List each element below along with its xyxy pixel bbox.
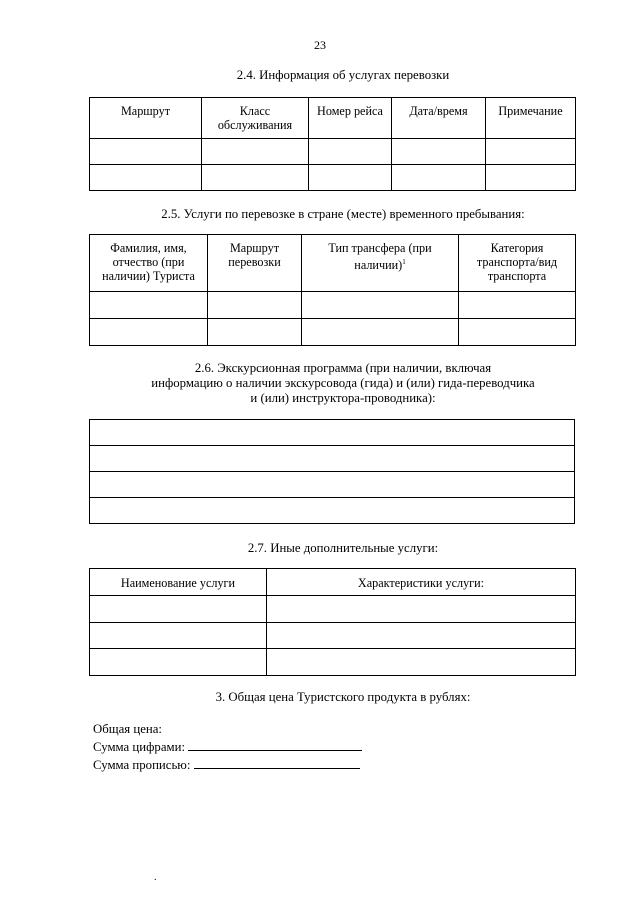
table-row	[90, 446, 575, 472]
header-transfer-type: Тип трансфера (при наличии)$^1$	[302, 235, 459, 292]
total-label: Общая цена:	[93, 722, 162, 736]
table-cell[interactable]	[90, 649, 267, 676]
footnote-mark: 1	[402, 258, 406, 266]
table-row	[90, 165, 576, 191]
table-row	[90, 498, 575, 524]
section-2-6-title: 2.6. Экскурсионная программа (при наличии, включая информацию о наличии экскурсовода (гида) и (или) гида-переводчика и (или) инструктора-проводника):	[151, 361, 535, 405]
table-cell[interactable]	[486, 139, 576, 165]
table-cell[interactable]	[90, 498, 575, 524]
table-cell[interactable]	[392, 139, 486, 165]
page-number: 23	[314, 38, 326, 52]
table-cell[interactable]	[309, 165, 392, 191]
header-note: Примечание	[486, 98, 576, 139]
table-cell[interactable]	[208, 292, 302, 319]
table-cell[interactable]	[90, 165, 202, 191]
table-cell[interactable]	[267, 649, 576, 676]
sum-words-field[interactable]	[194, 756, 360, 769]
sum-words-row: Сумма прописью:	[93, 756, 362, 774]
local-transport-table	[89, 234, 576, 346]
table-row	[90, 420, 575, 446]
table-row	[90, 596, 576, 623]
table-cell[interactable]	[309, 139, 392, 165]
sum-digits-field[interactable]	[188, 738, 362, 751]
header-service-name: Наименование услуги	[90, 569, 267, 596]
table-row	[90, 623, 576, 649]
stray-mark: .	[154, 872, 157, 883]
table-row	[90, 472, 575, 498]
table-row	[90, 139, 576, 165]
header-route: Маршрут	[90, 98, 202, 139]
table-cell[interactable]	[90, 319, 208, 346]
table-cell[interactable]	[302, 319, 459, 346]
header-transport-route: Маршрут перевозки	[208, 235, 302, 292]
table-cell[interactable]	[90, 446, 575, 472]
header-tourist-name: Фамилия, имя, отчество (при наличии) Туриста	[90, 235, 208, 292]
excursion-table	[89, 419, 575, 524]
header-date-time: Дата/время	[392, 98, 486, 139]
table-cell[interactable]	[302, 292, 459, 319]
table-cell[interactable]	[486, 165, 576, 191]
table-cell[interactable]	[459, 319, 576, 346]
table-cell[interactable]	[90, 472, 575, 498]
header-service-characteristics: Характеристики услуги:	[267, 569, 576, 596]
section-3-title: 3. Общая цена Туристского продукта в рублях:	[215, 690, 471, 704]
table-cell[interactable]	[392, 165, 486, 191]
table-cell[interactable]	[267, 623, 576, 649]
header-transport-category: Категория транспорта/вид транспорта	[459, 235, 576, 292]
transport-services-table	[89, 97, 576, 191]
sum-digits-row: Сумма цифрами:	[93, 738, 362, 756]
table-cell[interactable]	[90, 420, 575, 446]
table-cell[interactable]	[267, 596, 576, 623]
additional-services-table	[89, 568, 576, 676]
table-cell[interactable]	[208, 319, 302, 346]
table-cell[interactable]	[202, 165, 309, 191]
total-price-block	[93, 721, 362, 774]
section-2-4-title: 2.4. Информация об услугах перевозки	[236, 68, 450, 82]
header-service-class: Класс обслуживания	[202, 98, 309, 139]
section-2-7-title: 2.7. Иные дополнительные услуги:	[247, 541, 439, 555]
table-row	[90, 319, 576, 346]
section-2-5-title: 2.5. Услуги по перевозке в стране (месте) временного пребывания:	[161, 207, 525, 221]
table-cell[interactable]	[90, 596, 267, 623]
table-cell[interactable]	[459, 292, 576, 319]
table-row	[90, 649, 576, 676]
table-row	[90, 292, 576, 319]
table-cell[interactable]	[90, 139, 202, 165]
table-cell[interactable]	[90, 292, 208, 319]
table-cell[interactable]	[90, 623, 267, 649]
header-flight-number: Номер рейса	[309, 98, 392, 139]
table-cell[interactable]	[202, 139, 309, 165]
